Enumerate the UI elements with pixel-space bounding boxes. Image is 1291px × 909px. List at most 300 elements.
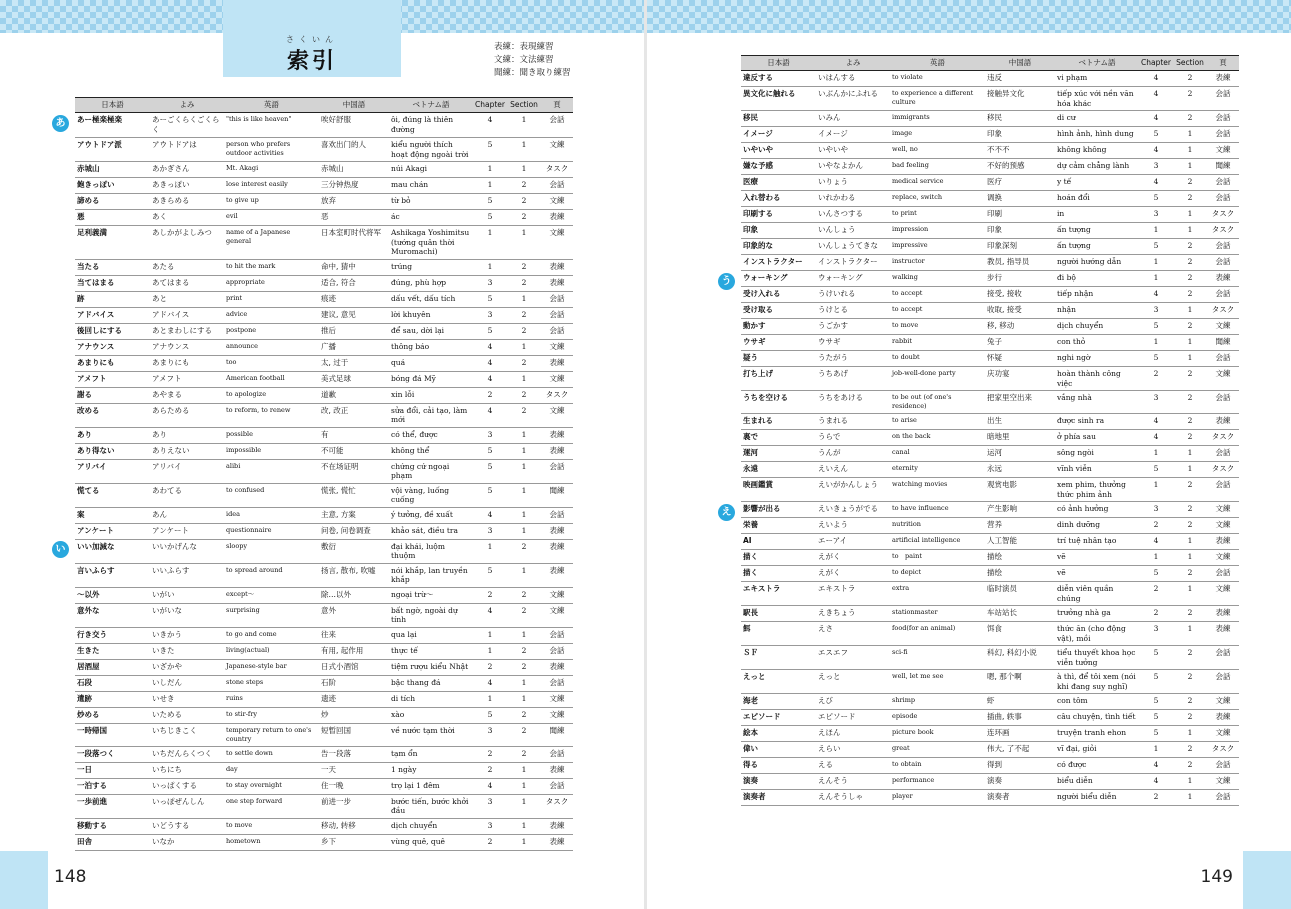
entry-english: "this is like heaven": [224, 113, 319, 138]
entry-chinese: 移, 移动: [985, 319, 1055, 335]
entry-english: appropriate: [224, 275, 319, 291]
entry-chapter: 3: [473, 307, 507, 323]
page-title: 索引: [286, 49, 337, 74]
entry-japanese: 偉い: [741, 742, 816, 758]
entry-japanese: アウトドア派: [75, 138, 150, 162]
entry-section: 1: [507, 762, 541, 778]
entry-vietnamese: tiếp xúc với nền văn hóa khác: [1055, 87, 1139, 111]
entry-japanese: インストラクター: [741, 255, 816, 271]
entry-english: announce: [224, 339, 319, 355]
entry-reading: あり: [150, 427, 224, 443]
entry-section: 2: [1173, 670, 1207, 694]
table-row: [741, 710, 1239, 726]
entry-english: possible: [224, 427, 319, 443]
entry-vietnamese: dinh dưỡng: [1055, 518, 1139, 534]
entry-page: 会話: [1207, 175, 1239, 191]
entry-reading: えがく: [816, 550, 890, 566]
entry-vietnamese: dịch chuyển: [1055, 319, 1139, 335]
entry-english: well, let me see: [890, 670, 985, 694]
entry-section: 1: [507, 138, 541, 162]
entry-english: to settle down: [224, 746, 319, 762]
entry-chinese: 告一段落: [319, 746, 389, 762]
entry-vietnamese: truyện tranh ehon: [1055, 726, 1139, 742]
entry-chinese: 接受, 接收: [985, 287, 1055, 303]
entry-section: 1: [507, 691, 541, 707]
table-row: [741, 518, 1239, 534]
entry-japanese: いやいや: [741, 143, 816, 159]
entry-vietnamese: thông báo: [389, 339, 473, 355]
entry-page: 表練: [541, 834, 573, 850]
entry-page: 聞練: [1207, 335, 1239, 351]
entry-japanese: えっと: [741, 670, 816, 694]
entry-page: 文練: [541, 587, 573, 603]
entry-page: 表練: [1207, 271, 1239, 287]
entry-vietnamese: xin lỗi: [389, 387, 473, 403]
entry-japanese: AI: [741, 534, 816, 550]
entry-vietnamese: khảo sát, điều tra: [389, 523, 473, 539]
entry-chinese: 描绘: [985, 566, 1055, 582]
entry-chapter: 1: [1139, 446, 1173, 462]
entry-section: 2: [1173, 518, 1207, 534]
entry-japanese: 赤城山: [75, 162, 150, 178]
entry-english: to stay overnight: [224, 778, 319, 794]
table-row: [75, 194, 573, 210]
entry-vietnamese: y tế: [1055, 175, 1139, 191]
entry-chinese: 炒: [319, 707, 389, 723]
entry-japanese: あー極楽極楽: [75, 113, 150, 138]
entry-chinese: 演奏: [985, 774, 1055, 790]
entry-english: to arise: [890, 414, 985, 430]
entry-english: to hit the mark: [224, 259, 319, 275]
entry-vietnamese: vùng quê, quê: [389, 834, 473, 850]
entry-chapter: 1: [1139, 223, 1173, 239]
kana-section-marker: あ: [52, 115, 69, 132]
entry-page: 会話: [541, 307, 573, 323]
table-row: [75, 723, 573, 746]
entry-english: to be out (of one's residence): [890, 391, 985, 414]
kana-section-marker: い: [52, 541, 69, 558]
entry-english: name of a Japanese general: [224, 226, 319, 260]
entry-vietnamese: từ bỏ: [389, 194, 473, 210]
entry-chinese: 出生: [985, 414, 1055, 430]
entry-english: nutrition: [890, 518, 985, 534]
entry-chinese: 痕迹: [319, 291, 389, 307]
entry-japanese: うちを空ける: [741, 391, 816, 414]
entry-japanese: 居酒屋: [75, 659, 150, 675]
entry-vietnamese: tiểu thuyết khoa học viễn tưởng: [1055, 646, 1139, 670]
entry-japanese: 石段: [75, 675, 150, 691]
entry-chapter: 1: [1139, 335, 1173, 351]
entry-page: 会話: [541, 643, 573, 659]
entry-english: great: [890, 742, 985, 758]
entry-chapter: 4: [473, 603, 507, 627]
entry-section: 2: [1173, 742, 1207, 758]
entry-reading: いちじきこく: [150, 723, 224, 746]
entry-english: temporary return to one's country: [224, 723, 319, 746]
entry-page: 会話: [541, 778, 573, 794]
entry-japanese: 当たる: [75, 259, 150, 275]
entry-reading: いいふらす: [150, 563, 224, 587]
entry-japanese: アリバイ: [75, 459, 150, 483]
entry-chinese: 永远: [985, 462, 1055, 478]
entry-chapter: 2: [1139, 582, 1173, 606]
entry-chinese: 放弃: [319, 194, 389, 210]
entry-reading: えいえん: [816, 462, 890, 478]
entry-reading: いがいな: [150, 603, 224, 627]
entry-page: タスク: [1207, 742, 1239, 758]
entry-chapter: 4: [1139, 71, 1173, 87]
entry-chapter: 5: [473, 443, 507, 459]
entry-reading: うちをあける: [816, 391, 890, 414]
table-row: [741, 550, 1239, 566]
table-row: [741, 287, 1239, 303]
entry-section: 1: [1173, 774, 1207, 790]
entry-japanese: 描く: [741, 550, 816, 566]
legend-item: 聞練：聞き取り練習: [494, 68, 571, 78]
entry-section: 1: [1173, 582, 1207, 606]
entry-vietnamese: con thỏ: [1055, 335, 1139, 351]
entry-english: to depict: [890, 566, 985, 582]
table-row: [741, 446, 1239, 462]
entry-page: 会話: [1207, 87, 1239, 111]
entry-english: postpone: [224, 323, 319, 339]
entry-chapter: 2: [473, 762, 507, 778]
entry-reading: いれかわる: [816, 191, 890, 207]
entry-reading: いっぱくする: [150, 778, 224, 794]
entry-reading: えいがかんしょう: [816, 478, 890, 502]
entry-chinese: 违反: [985, 71, 1055, 87]
entry-chapter: 2: [1139, 790, 1173, 806]
entry-chapter: 5: [1139, 566, 1173, 582]
entry-vietnamese: biểu diễn: [1055, 774, 1139, 790]
entry-japanese: 慌てる: [75, 483, 150, 507]
entry-page: 表練: [1207, 606, 1239, 622]
entry-section: 2: [1173, 414, 1207, 430]
entry-english: shrimp: [890, 694, 985, 710]
table-row: [75, 291, 573, 307]
entry-page: 文練: [1207, 319, 1239, 335]
entry-english: well, no: [890, 143, 985, 159]
entry-chapter: 3: [1139, 622, 1173, 646]
entry-reading: あーごくらくごくらく: [150, 113, 224, 138]
entry-chinese: 推后: [319, 323, 389, 339]
entry-chinese: 印象深刻: [985, 239, 1055, 255]
entry-section: 1: [507, 818, 541, 834]
entry-vietnamese: ôi, đúng là thiên đường: [389, 113, 473, 138]
table-row: [75, 523, 573, 539]
entry-chapter: 4: [473, 371, 507, 387]
entry-chinese: 敷衍: [319, 539, 389, 563]
entry-page: 会話: [541, 507, 573, 523]
entry-chinese: 怀疑: [985, 351, 1055, 367]
entry-page: 文練: [1207, 367, 1239, 391]
entry-english: to paint: [890, 550, 985, 566]
entry-vietnamese: có ảnh hưởng: [1055, 502, 1139, 518]
entry-page: 表練: [1207, 710, 1239, 726]
entry-reading: あやまる: [150, 387, 224, 403]
entry-chapter: 4: [1139, 534, 1173, 550]
entry-english: to reform, to renew: [224, 403, 319, 427]
entry-reading: えんそうしゃ: [816, 790, 890, 806]
entry-page: 表練: [541, 275, 573, 291]
entry-english: to doubt: [890, 351, 985, 367]
entry-section: 2: [507, 259, 541, 275]
entry-vietnamese: ấn tượng: [1055, 239, 1139, 255]
entry-english: stationmaster: [890, 606, 985, 622]
entry-japanese: 海老: [741, 694, 816, 710]
entry-section: 1: [1173, 303, 1207, 319]
table-row: [741, 223, 1239, 239]
entry-english: on the back: [890, 430, 985, 446]
entry-chinese: 车站站长: [985, 606, 1055, 622]
entry-vietnamese: ý tưởng, đề xuất: [389, 507, 473, 523]
entry-vietnamese: à thì, để tôi xem (nói khi đang suy nghĩ): [1055, 670, 1139, 694]
page-number: 149: [1200, 867, 1233, 887]
kana-section-marker: え: [718, 504, 735, 521]
entry-section: 1: [507, 507, 541, 523]
entry-section: 2: [1173, 566, 1207, 582]
entry-chinese: 虾: [985, 694, 1055, 710]
entry-japanese: 印象: [741, 223, 816, 239]
entry-reading: うたがう: [816, 351, 890, 367]
entry-page: 会話: [1207, 255, 1239, 271]
entry-section: 1: [507, 443, 541, 459]
entry-reading: いはんする: [816, 71, 890, 87]
table-row: [75, 307, 573, 323]
entry-japanese: あまりにも: [75, 355, 150, 371]
entry-reading: えきちょう: [816, 606, 890, 622]
entry-page: タスク: [541, 162, 573, 178]
entry-chapter: 5: [473, 563, 507, 587]
entry-japanese: 餌: [741, 622, 816, 646]
table-row: [75, 627, 573, 643]
entry-chapter: 4: [1139, 143, 1173, 159]
entry-vietnamese: hoàn thành công việc: [1055, 367, 1139, 391]
header-chinese: 中国語: [319, 98, 389, 113]
entry-section: 1: [507, 627, 541, 643]
entry-vietnamese: hoán đổi: [1055, 191, 1139, 207]
entry-japanese: エキストラ: [741, 582, 816, 606]
entry-japanese: 一時帰国: [75, 723, 150, 746]
entry-english: to move: [890, 319, 985, 335]
entry-chapter: 5: [1139, 191, 1173, 207]
entry-section: 2: [1173, 255, 1207, 271]
entry-reading: アメフト: [150, 371, 224, 387]
entry-vietnamese: ngoại trừ～: [389, 587, 473, 603]
entry-japanese: 一日: [75, 762, 150, 778]
entry-page: タスク: [541, 794, 573, 818]
entry-section: 2: [1173, 71, 1207, 87]
entry-japanese: アメフト: [75, 371, 150, 387]
entry-vietnamese: vội vàng, luống cuống: [389, 483, 473, 507]
entry-vietnamese: Ashikaga Yoshimitsu (tướng quân thời Muromachi): [389, 226, 473, 260]
entry-japanese: 栄養: [741, 518, 816, 534]
entry-english: extra: [890, 582, 985, 606]
entry-page: 文練: [541, 371, 573, 387]
entry-chapter: 5: [1139, 319, 1173, 335]
entry-japanese: 演奏者: [741, 790, 816, 806]
table-row: [741, 646, 1239, 670]
entry-chapter: 1: [473, 627, 507, 643]
entry-reading: うけいれる: [816, 287, 890, 303]
entry-chapter: 4: [1139, 87, 1173, 111]
entry-chapter: 1: [473, 226, 507, 260]
entry-chinese: 嗯, 那个啊: [985, 670, 1055, 694]
entry-vietnamese: ấn tượng: [1055, 223, 1139, 239]
table-row: [75, 226, 573, 260]
entry-section: 2: [1173, 478, 1207, 502]
table-row: [741, 159, 1239, 175]
entry-chinese: 一天: [319, 762, 389, 778]
entry-section: 2: [507, 746, 541, 762]
entry-page: 表練: [541, 355, 573, 371]
entry-chinese: 插曲, 轶事: [985, 710, 1055, 726]
table-row: [741, 534, 1239, 550]
entry-chapter: 2: [473, 587, 507, 603]
entry-vietnamese: có thể, được: [389, 427, 473, 443]
entry-chinese: 教员, 指导员: [985, 255, 1055, 271]
entry-chapter: 5: [1139, 694, 1173, 710]
table-row: [75, 443, 573, 459]
entry-reading: エピソード: [816, 710, 890, 726]
entry-chapter: 3: [1139, 391, 1173, 414]
table-row: [741, 87, 1239, 111]
entry-page: タスク: [541, 387, 573, 403]
entry-japanese: 描く: [741, 566, 816, 582]
entry-japanese: 行き交う: [75, 627, 150, 643]
entry-chapter: 4: [1139, 414, 1173, 430]
table-row: [75, 675, 573, 691]
table-row: [75, 113, 573, 138]
entry-reading: えらい: [816, 742, 890, 758]
entry-page: 会話: [541, 178, 573, 194]
entry-reading: ウサギ: [816, 335, 890, 351]
entry-japanese: 医療: [741, 175, 816, 191]
entry-japanese: ウォーキング: [741, 271, 816, 287]
entry-page: 表練: [541, 659, 573, 675]
entry-section: 1: [1173, 534, 1207, 550]
entry-section: 2: [507, 587, 541, 603]
entry-english: walking: [890, 271, 985, 287]
entry-chinese: 日式小酒馆: [319, 659, 389, 675]
entry-vietnamese: dự cảm chẳng lành: [1055, 159, 1139, 175]
entry-section: 2: [1173, 710, 1207, 726]
table-row: [741, 582, 1239, 606]
entry-reading: いがい: [150, 587, 224, 603]
table-row: [75, 371, 573, 387]
table-row: [75, 778, 573, 794]
entry-section: 1: [507, 226, 541, 260]
entry-japanese: 受け取る: [741, 303, 816, 319]
entry-english: to apologize: [224, 387, 319, 403]
entry-vietnamese: xào: [389, 707, 473, 723]
entry-chinese: 不可能: [319, 443, 389, 459]
header-chinese: 中国語: [985, 56, 1055, 71]
table-row: [75, 563, 573, 587]
entry-chapter: 4: [473, 403, 507, 427]
entry-japanese: 跡: [75, 291, 150, 307]
table-row: [75, 603, 573, 627]
entry-vietnamese: in: [1055, 207, 1139, 223]
entry-reading: いりょう: [816, 175, 890, 191]
entry-chinese: 改, 改正: [319, 403, 389, 427]
table-row: [741, 335, 1239, 351]
table-row: [75, 746, 573, 762]
entry-chinese: 描绘: [985, 550, 1055, 566]
entry-english: to obtain: [890, 758, 985, 774]
header-japanese: 日本語: [75, 98, 150, 113]
table-row: [741, 758, 1239, 774]
entry-vietnamese: vẽ: [1055, 566, 1139, 582]
entry-reading: あかぎさん: [150, 162, 224, 178]
entry-chinese: 扬言, 散布, 吹嘘: [319, 563, 389, 587]
entry-section: 2: [507, 178, 541, 194]
entry-reading: インストラクター: [816, 255, 890, 271]
entry-vietnamese: sông ngòi: [1055, 446, 1139, 462]
table-row: [75, 643, 573, 659]
entry-chinese: 步行: [985, 271, 1055, 287]
entry-section: 2: [1173, 646, 1207, 670]
entry-chinese: 印象: [985, 127, 1055, 143]
table-row: [741, 670, 1239, 694]
entry-japanese: 足利義満: [75, 226, 150, 260]
entry-chinese: 美式足球: [319, 371, 389, 387]
entry-chapter: 4: [1139, 758, 1173, 774]
table-row: [75, 323, 573, 339]
entry-reading: えがく: [816, 566, 890, 582]
entry-chinese: 不不不: [985, 143, 1055, 159]
entry-japanese: 悪: [75, 210, 150, 226]
entry-vietnamese: người hướng dẫn: [1055, 255, 1139, 271]
header-english: 英語: [224, 98, 319, 113]
entry-chinese: 饵食: [985, 622, 1055, 646]
entry-english: surprising: [224, 603, 319, 627]
entry-chapter: 5: [1139, 670, 1173, 694]
table-row: [741, 143, 1239, 159]
page-number: 148: [54, 867, 87, 887]
entry-reading: あと: [150, 291, 224, 307]
entry-chinese: 建议, 意见: [319, 307, 389, 323]
entry-page: 文練: [1207, 143, 1239, 159]
entry-page: 表練: [1207, 622, 1239, 646]
entry-japanese: 移動する: [75, 818, 150, 834]
entry-chinese: 主意, 方案: [319, 507, 389, 523]
entry-japanese: 意外な: [75, 603, 150, 627]
entry-chapter: 2: [473, 746, 507, 762]
entry-japanese: 後回しにする: [75, 323, 150, 339]
entry-section: 1: [1173, 127, 1207, 143]
entry-english: questionnaire: [224, 523, 319, 539]
entry-vietnamese: không không: [1055, 143, 1139, 159]
entry-chinese: 短暂回国: [319, 723, 389, 746]
entry-chapter: 5: [1139, 710, 1173, 726]
entry-chinese: 印象: [985, 223, 1055, 239]
entry-chinese: 观赏电影: [985, 478, 1055, 502]
entry-section: 1: [507, 794, 541, 818]
entry-english: to go and come: [224, 627, 319, 643]
entry-chinese: 运河: [985, 446, 1055, 462]
kana-section-marker: う: [718, 273, 735, 290]
entry-chinese: 有: [319, 427, 389, 443]
entry-page: 文練: [1207, 518, 1239, 534]
entry-vietnamese: bóng đá Mỹ: [389, 371, 473, 387]
entry-chapter: 5: [473, 291, 507, 307]
entry-reading: えんそう: [816, 774, 890, 790]
entry-english: to confused: [224, 483, 319, 507]
entry-reading: あとまわしにする: [150, 323, 224, 339]
entry-chinese: 印刷: [985, 207, 1055, 223]
entry-japanese: 打ち上げ: [741, 367, 816, 391]
